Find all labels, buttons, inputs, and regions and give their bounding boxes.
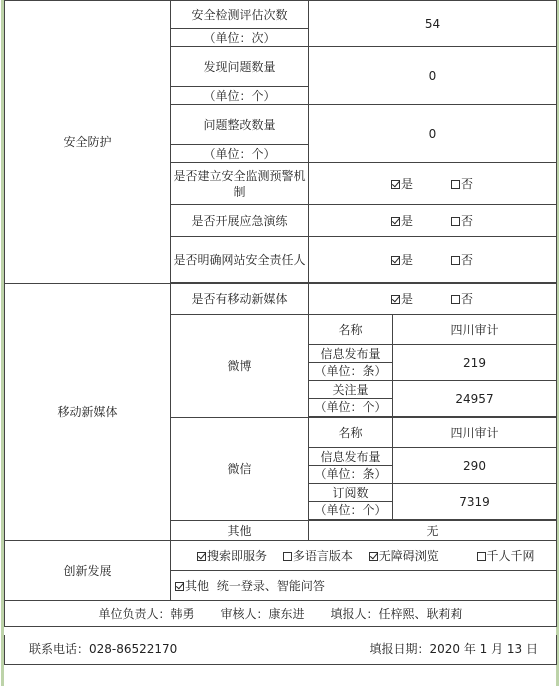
owner-options	[309, 237, 557, 283]
monitor-label: 是否建立安全监测预警机制	[171, 163, 309, 205]
wechat-label: 微信	[171, 418, 309, 521]
fixed-label: 问题整改数量	[171, 105, 309, 145]
weibo-posts-label	[309, 345, 393, 381]
wechat-posts-value: 290	[393, 448, 557, 484]
wechat-sub-label-text: 订阅数	[332, 486, 369, 500]
drill-options	[309, 205, 557, 237]
has-media-options	[309, 284, 557, 315]
fixed-value: 0	[309, 105, 557, 163]
weibo-name-label: 名称	[309, 315, 393, 345]
contact-row	[5, 635, 557, 665]
monitor-options	[309, 163, 557, 205]
fixed-unit: （单位：个）	[171, 145, 309, 163]
drill-label: 是否开展应急演练	[171, 205, 309, 237]
checkbox-empty-icon[interactable]	[451, 256, 460, 265]
assess-unit: （单位：次）	[171, 29, 309, 47]
wechat-sub-value: 7319	[393, 484, 557, 520]
yes-label: 是	[401, 213, 414, 228]
signature-row	[5, 601, 557, 627]
section-mobile: 移动新媒体	[5, 284, 171, 541]
assess-value: 54	[309, 1, 557, 47]
yes-label: 是	[401, 292, 414, 306]
weibo-follow-label	[309, 381, 393, 417]
checkbox-checked-icon[interactable]	[391, 217, 400, 226]
checkbox-checked-icon[interactable]	[391, 180, 400, 189]
option-personalized: 千人千网	[486, 548, 535, 563]
no-label: 否	[461, 292, 474, 306]
checkbox-empty-icon[interactable]	[283, 552, 292, 561]
wechat-name-label: 名称	[309, 418, 393, 448]
section-security: 安全防护	[5, 1, 171, 284]
section-innovation: 创新发展	[5, 541, 171, 601]
checkbox-checked-icon[interactable]	[391, 295, 400, 304]
checkbox-empty-icon[interactable]	[451, 180, 460, 189]
reviewer: 审核人：康东进	[220, 606, 305, 621]
checkbox-checked-icon[interactable]	[175, 582, 184, 591]
yes-label: 是	[401, 252, 414, 267]
wechat-sub-unit: （单位：个）	[309, 501, 392, 518]
yes-label: 是	[401, 176, 414, 191]
checkbox-empty-icon[interactable]	[477, 552, 486, 561]
weibo-posts-value: 219	[393, 345, 557, 381]
weibo-label: 微博	[171, 315, 309, 418]
other-media-label: 其他	[171, 521, 309, 541]
unit-head: 单位负责人：韩勇	[98, 606, 195, 621]
weibo-name-value: 四川审计	[393, 315, 557, 345]
found-unit: （单位：个）	[171, 87, 309, 105]
option-search-service: 搜索即服务	[207, 548, 268, 563]
weibo-posts-label-text: 信息发布量	[320, 347, 381, 361]
option-multilingual: 多语言版本	[292, 548, 353, 563]
option-accessibility: 无障碍浏览	[378, 548, 439, 563]
no-label: 否	[461, 176, 474, 191]
innovation-options	[171, 541, 557, 571]
fill-date: 填报日期：2020 年 1 月 13 日	[369, 642, 538, 657]
no-label: 否	[461, 213, 474, 228]
weibo-follow-value: 24957	[393, 381, 557, 417]
innovation-other	[171, 571, 557, 601]
checkbox-empty-icon[interactable]	[451, 295, 460, 304]
owner-label: 是否明确网站安全责任人	[171, 237, 309, 283]
weibo-follow-label-text: 关注量	[332, 383, 369, 397]
checkbox-checked-icon[interactable]	[391, 256, 400, 265]
assess-label: 安全检测评估次数	[171, 1, 309, 29]
checkbox-checked-icon[interactable]	[197, 552, 206, 561]
innovation-other-value: 统一登录、智能问答	[216, 578, 325, 593]
checkbox-empty-icon[interactable]	[451, 217, 460, 226]
wechat-sub-label	[309, 484, 393, 520]
wechat-posts-label	[309, 448, 393, 484]
found-label: 发现问题数量	[171, 47, 309, 87]
wechat-name-value: 四川审计	[393, 418, 557, 448]
contact-phone: 联系电话：028-86522170	[29, 642, 178, 657]
checkbox-checked-icon[interactable]	[369, 552, 378, 561]
found-value: 0	[309, 47, 557, 105]
report-page	[1, 0, 559, 686]
wechat-posts-unit: （单位：条）	[309, 465, 392, 482]
no-label: 否	[461, 252, 474, 267]
report-table	[4, 0, 557, 665]
other-media-value: 无	[309, 521, 557, 541]
has-media-label: 是否有移动新媒体	[171, 284, 309, 315]
innovation-other-label: 其他	[185, 578, 210, 593]
weibo-posts-unit: （单位：条）	[309, 362, 392, 379]
wechat-posts-label-text: 信息发布量	[320, 450, 381, 464]
row-assess	[5, 1, 557, 29]
weibo-follow-unit: （单位：个）	[309, 398, 392, 415]
filler: 填报人：任梓熙、耿莉莉	[330, 606, 463, 621]
